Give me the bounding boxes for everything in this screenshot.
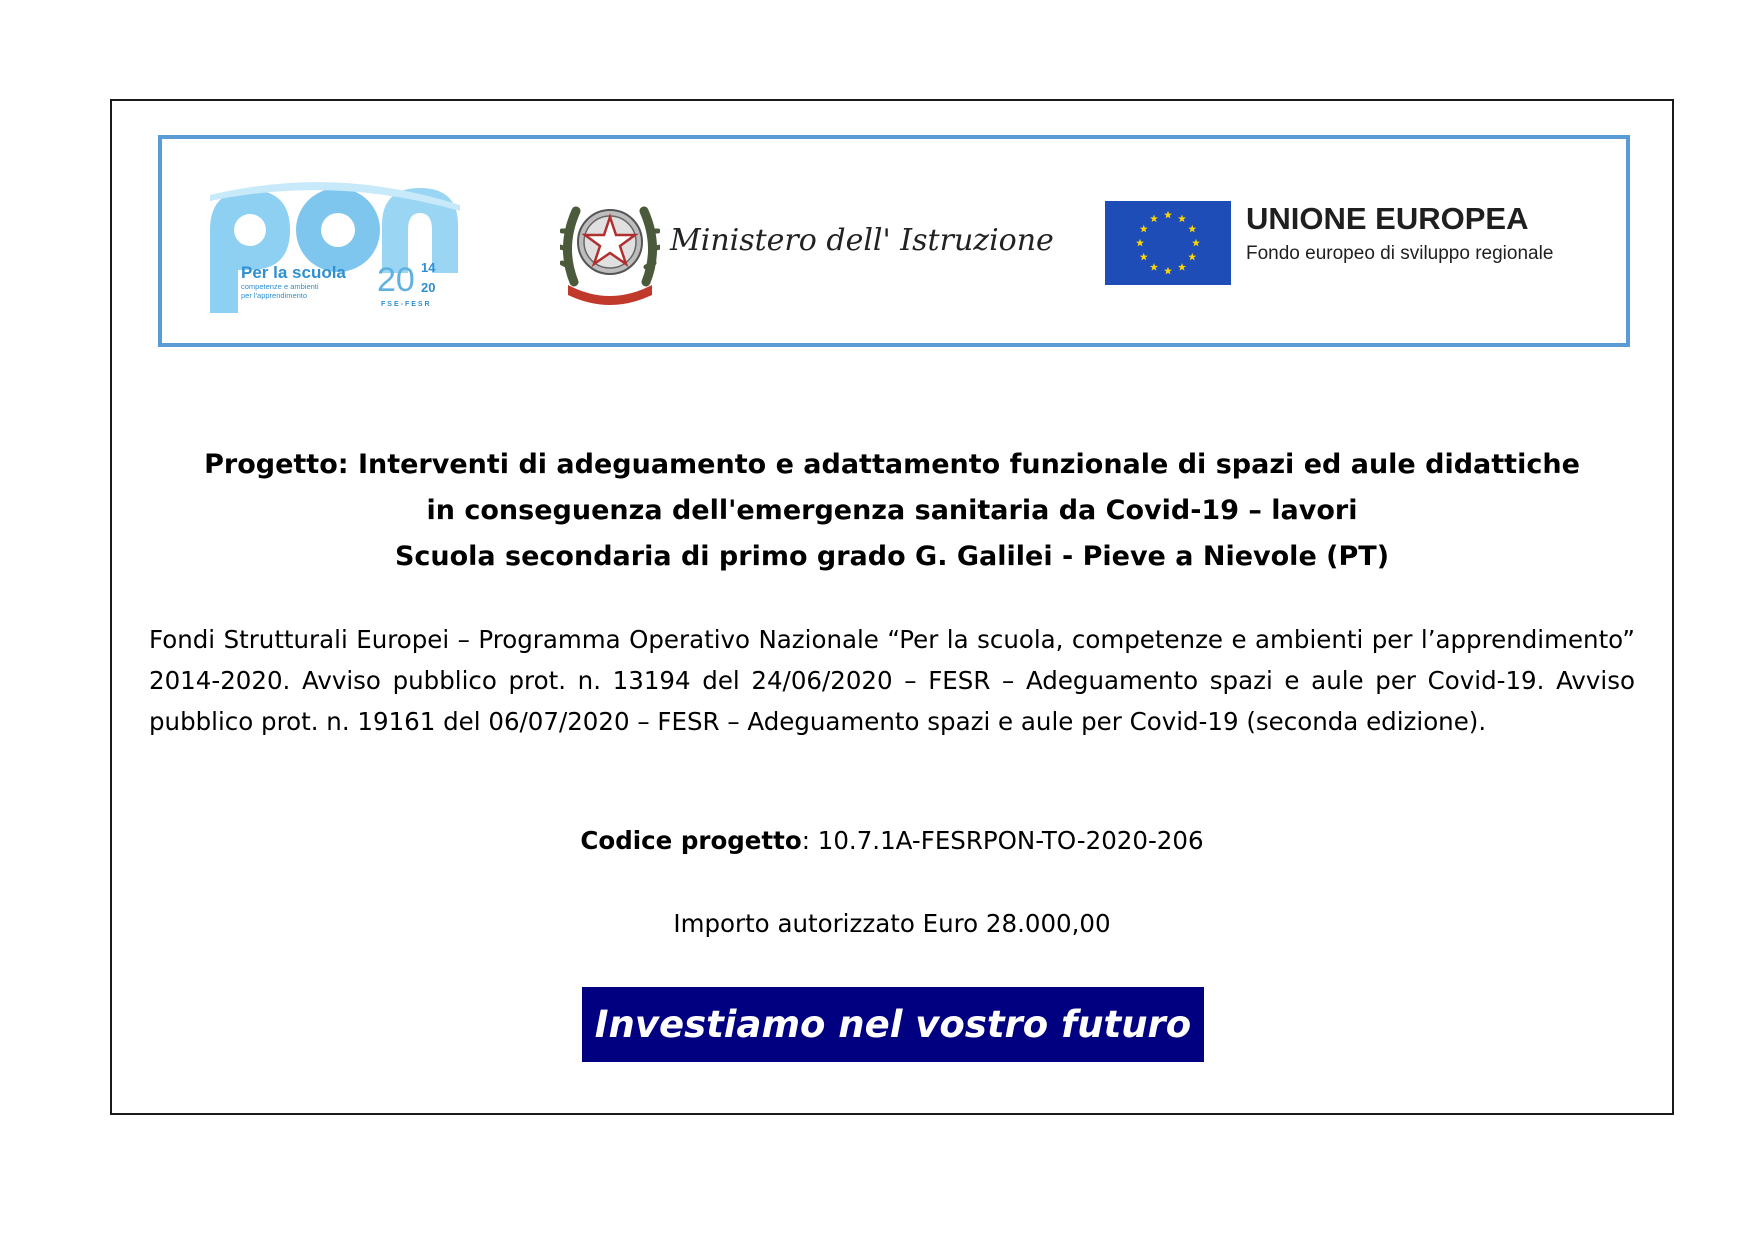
- pon-subtitle-line1: competenze e ambienti: [241, 282, 319, 291]
- project-code: [140, 823, 1644, 859]
- pon-year-small-bottom: 20: [421, 280, 436, 295]
- eu-subtitle: Fondo europeo di sviluppo regionale: [1246, 243, 1554, 264]
- pon-year-big: 20: [377, 261, 415, 299]
- project-title-line: Scuola secondaria di primo grado G. Galilei - Pieve a Nievole (PT): [394, 541, 1390, 572]
- pon-year-small-top: 14: [421, 260, 436, 275]
- pon-subtitle-line2: per l'apprendimento: [241, 291, 308, 300]
- project-title-line: Progetto: Interventi di adeguamento e adattamento funzionale di spazi ed aule didattiche: [204, 449, 1580, 480]
- project-code-value: 10.7.1A-FESRPON-TO-2020-206: [817, 826, 1204, 855]
- pon-fund-label: FSE-FESR: [381, 301, 432, 308]
- project-description: Fondi Strutturali Europei – Programma Operativo Nazionale “Per la scuola, competenze e ambienti per l’apprendimento” 2014-2020. Avviso pubblico prot. n. 13194 del 24/06/2020 – FESR – Adeguamento spazi e aule per Covid-19. Avviso pubblico prot. n. 19161 del 06/07/2020 – FESR – Adeguamento spazi e aule per Covid-19 (seconda edizione).: [149, 625, 1635, 736]
- ministry-name: Ministero dell' Istruzione: [670, 223, 1054, 258]
- pon-subtitle: [241, 264, 371, 300]
- italian-republic-emblem-icon: [560, 187, 660, 305]
- slogan-banner: [582, 987, 1204, 1062]
- project-code-separator: :: [801, 826, 818, 855]
- project-title-line: in conseguenza dell'emergenza sanitaria da Covid-19 – lavori: [426, 495, 1358, 526]
- project-code-label: Codice progetto: [580, 826, 802, 855]
- eu-flag-icon: [1105, 201, 1231, 285]
- project-title: [140, 442, 1644, 580]
- pon-subtitle-main: Per la scuola: [241, 263, 346, 282]
- eu-title: UNIONE EUROPEA: [1246, 201, 1529, 236]
- authorized-amount: Importo autorizzato Euro 28.000,00: [673, 909, 1111, 938]
- slogan-text: Investiamo nel vostro futuro: [594, 1003, 1192, 1046]
- logo-band: [158, 135, 1630, 347]
